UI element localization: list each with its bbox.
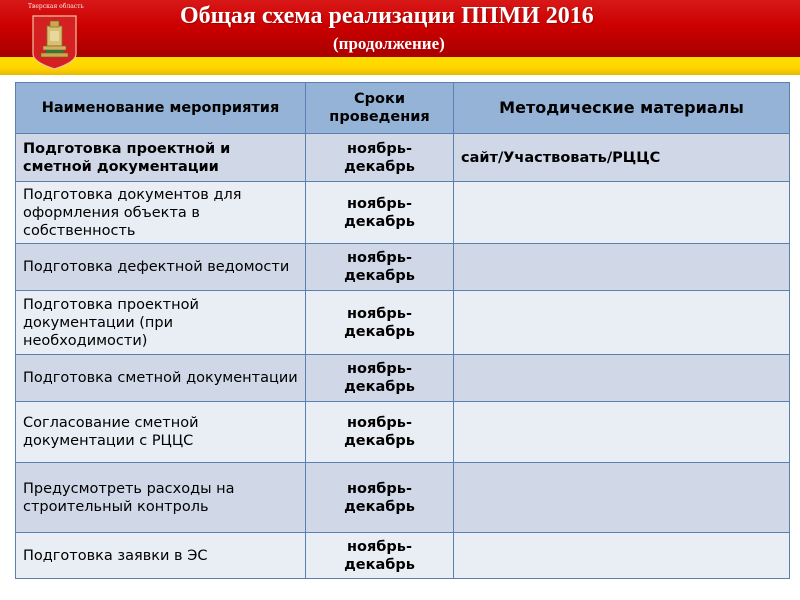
table-row xyxy=(16,244,790,291)
schedule-table xyxy=(15,82,790,579)
header-stripe xyxy=(0,57,800,75)
activity-cell: Подготовка проектной и сметной документации xyxy=(16,134,306,182)
table-header-row xyxy=(16,83,790,134)
table-row xyxy=(16,463,790,533)
term-cell: ноябрь-декабрь xyxy=(306,291,454,355)
activity-cell: Согласование сметной документации с РЦЦС xyxy=(16,402,306,463)
tver-coat-of-arms-icon xyxy=(31,14,78,70)
page-title: Общая схема реализации ППМИ 2016 xyxy=(180,3,594,29)
term-cell: ноябрь-декабрь xyxy=(306,182,454,244)
table-row xyxy=(16,355,790,402)
column-header-materials: Методические материалы xyxy=(454,83,790,134)
materials-cell xyxy=(454,182,790,244)
region-label: Тверская область xyxy=(28,3,84,10)
column-header-activity: Наименование мероприятия xyxy=(16,83,306,134)
term-cell: ноябрь-декабрь xyxy=(306,355,454,402)
table-row xyxy=(16,533,790,579)
activity-cell: Подготовка документов для оформления объекта в собственность xyxy=(16,182,306,244)
materials-cell xyxy=(454,533,790,579)
table-row xyxy=(16,134,790,182)
page-subtitle: (продолжение) xyxy=(333,34,445,53)
table-row xyxy=(16,402,790,463)
activity-cell: Подготовка дефектной ведомости xyxy=(16,244,306,291)
materials-cell xyxy=(454,244,790,291)
materials-cell xyxy=(454,291,790,355)
activity-cell: Подготовка сметной документации xyxy=(16,355,306,402)
term-cell: ноябрь-декабрь xyxy=(306,463,454,533)
activity-cell: Предусмотреть расходы на строительный контроль xyxy=(16,463,306,533)
term-cell: ноябрь-декабрь xyxy=(306,402,454,463)
materials-cell xyxy=(454,463,790,533)
materials-cell xyxy=(454,402,790,463)
term-cell: ноябрь-декабрь xyxy=(306,244,454,291)
table-row xyxy=(16,182,790,244)
term-cell: ноябрь-декабрь xyxy=(306,533,454,579)
materials-cell: сайт/Участвовать/РЦЦС xyxy=(454,134,790,182)
activity-cell: Подготовка заявки в ЭС xyxy=(16,533,306,579)
table-row xyxy=(16,291,790,355)
term-cell: ноябрь-декабрь xyxy=(306,134,454,182)
column-header-term: Сроки проведения xyxy=(306,83,454,134)
materials-cell xyxy=(454,355,790,402)
activity-cell: Подготовка проектной документации (при необходимости) xyxy=(16,291,306,355)
